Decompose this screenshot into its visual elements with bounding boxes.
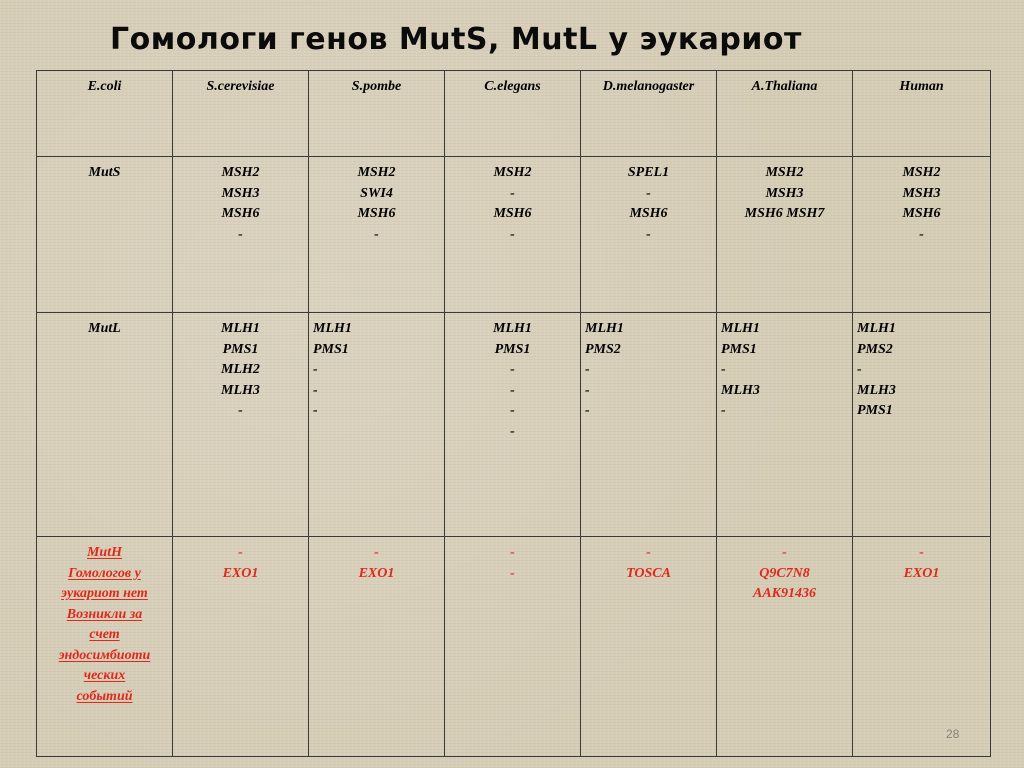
gene-name: EXO1 bbox=[903, 565, 940, 581]
gene-name: - bbox=[646, 185, 651, 201]
table-cell bbox=[717, 157, 853, 313]
gene-name: - bbox=[919, 226, 924, 242]
table-cell bbox=[853, 537, 991, 757]
column-header: S.cerevisiae bbox=[173, 71, 309, 157]
gene-name: MSH6 bbox=[902, 206, 941, 221]
gene-name: - bbox=[585, 403, 590, 418]
gene-name: AAK91436 bbox=[752, 586, 816, 601]
gene-name: TOSCA bbox=[626, 565, 671, 581]
gene-name: MLH3 bbox=[857, 382, 896, 398]
table-row bbox=[37, 537, 991, 757]
gene-name: MSH2 bbox=[221, 165, 260, 180]
gene-name: MLH3 bbox=[221, 382, 260, 398]
table-cell bbox=[853, 313, 991, 537]
gene-name: - bbox=[510, 226, 515, 242]
gene-name: SWI4 bbox=[360, 185, 393, 201]
gene-name: PMS1 bbox=[222, 341, 259, 357]
table-cell bbox=[581, 313, 717, 537]
table-cell bbox=[445, 157, 581, 313]
table-cell bbox=[853, 157, 991, 313]
gene-name: MLH1 bbox=[585, 321, 624, 336]
gene-name: MSH6 bbox=[493, 206, 532, 221]
column-header: S.pombe bbox=[309, 71, 445, 157]
gene-name: PMS1 bbox=[721, 341, 757, 357]
gene-name: - bbox=[510, 423, 515, 439]
gene-name: MSH6 bbox=[629, 206, 668, 221]
gene-name: MSH2 bbox=[765, 165, 804, 180]
row-header-muts bbox=[37, 157, 173, 313]
gene-name: - bbox=[510, 382, 515, 398]
gene-name: - bbox=[782, 545, 787, 560]
gene-name: MSH3 bbox=[221, 185, 260, 201]
gene-name: PMS2 bbox=[857, 341, 893, 357]
row-label-line: ческих bbox=[83, 668, 126, 683]
gene-name: - bbox=[238, 545, 243, 560]
gene-name: - bbox=[238, 403, 243, 418]
table-cell bbox=[445, 537, 581, 757]
table-row bbox=[37, 313, 991, 537]
row-label-line: эукариот нет bbox=[61, 586, 148, 601]
table-cell bbox=[717, 313, 853, 537]
homolog-table bbox=[36, 70, 991, 757]
gene-name: MSH6 bbox=[221, 206, 260, 221]
gene-name: EXO1 bbox=[358, 565, 395, 581]
column-header: E.coli bbox=[37, 71, 173, 157]
gene-name: - bbox=[510, 185, 515, 201]
table-cell bbox=[173, 537, 309, 757]
gene-name: MSH2 bbox=[493, 165, 532, 180]
table-cell bbox=[581, 537, 717, 757]
gene-name: - bbox=[313, 362, 318, 377]
row-label-line: событий bbox=[76, 688, 133, 704]
row-label-line: MutL bbox=[88, 321, 121, 336]
row-header-mutl bbox=[37, 313, 173, 537]
gene-name: MLH1 bbox=[721, 321, 760, 336]
gene-name: MSH2 bbox=[357, 165, 396, 180]
table-cell bbox=[717, 537, 853, 757]
gene-name: - bbox=[510, 362, 515, 377]
gene-name: - bbox=[721, 362, 726, 377]
gene-name: MSH3 bbox=[902, 185, 941, 201]
gene-name: - bbox=[374, 545, 379, 560]
gene-name: - bbox=[238, 226, 243, 242]
table-row bbox=[37, 157, 991, 313]
page-title: Гомологи генов MutS, MutL у эукариот bbox=[110, 22, 802, 57]
table-cell bbox=[309, 313, 445, 537]
row-label-line: Возникли за bbox=[66, 606, 143, 622]
column-header: D.melanogaster bbox=[581, 71, 717, 157]
gene-name: - bbox=[646, 226, 651, 242]
gene-name: - bbox=[510, 403, 515, 418]
gene-name: PMS1 bbox=[857, 403, 893, 418]
gene-name: - bbox=[313, 382, 318, 398]
gene-name: PMS2 bbox=[585, 341, 621, 357]
gene-name: MSH3 bbox=[765, 185, 804, 201]
gene-name: - bbox=[510, 565, 515, 581]
gene-name: MLH1 bbox=[221, 321, 260, 336]
gene-name: EXO1 bbox=[222, 565, 259, 581]
table-cell bbox=[309, 157, 445, 313]
table-cell bbox=[309, 537, 445, 757]
gene-name: MLH1 bbox=[857, 321, 896, 336]
table-cell bbox=[173, 157, 309, 313]
row-header-muth bbox=[37, 537, 173, 757]
gene-name: Q9C7N8 bbox=[759, 565, 810, 581]
gene-name: - bbox=[919, 545, 924, 560]
row-label-line: Гомологов у bbox=[68, 565, 141, 581]
gene-name: - bbox=[857, 362, 862, 377]
table-cell bbox=[445, 313, 581, 537]
column-header: Human bbox=[853, 71, 991, 157]
row-label-line: MutS bbox=[88, 165, 121, 180]
gene-name: - bbox=[374, 226, 379, 242]
column-header: A.Thaliana bbox=[717, 71, 853, 157]
gene-name: - bbox=[585, 382, 590, 398]
gene-name: MLH2 bbox=[221, 362, 260, 377]
gene-name: PMS1 bbox=[494, 341, 531, 357]
gene-name: MSH6 bbox=[357, 206, 396, 221]
gene-name: MSH2 bbox=[902, 165, 941, 180]
gene-name: SPEL1 bbox=[627, 165, 670, 180]
gene-name: - bbox=[313, 403, 318, 418]
gene-name: - bbox=[510, 545, 515, 560]
row-label-line: счет bbox=[89, 627, 120, 642]
gene-name: - bbox=[721, 403, 726, 418]
row-label-line: MutH bbox=[86, 545, 122, 560]
gene-name: MLH3 bbox=[721, 382, 760, 398]
gene-name: PMS1 bbox=[313, 341, 349, 357]
gene-name: - bbox=[646, 545, 651, 560]
gene-name: MLH1 bbox=[493, 321, 532, 336]
gene-name: MSH6 MSH7 bbox=[744, 206, 825, 221]
gene-name: - bbox=[585, 362, 590, 377]
page-number: 28 bbox=[946, 727, 960, 741]
table-cell bbox=[173, 313, 309, 537]
row-label-line: эндосимбиоти bbox=[58, 647, 151, 663]
column-header: C.elegans bbox=[445, 71, 581, 157]
table-cell bbox=[581, 157, 717, 313]
gene-name: MLH1 bbox=[313, 321, 352, 336]
table-header-row bbox=[37, 71, 991, 157]
